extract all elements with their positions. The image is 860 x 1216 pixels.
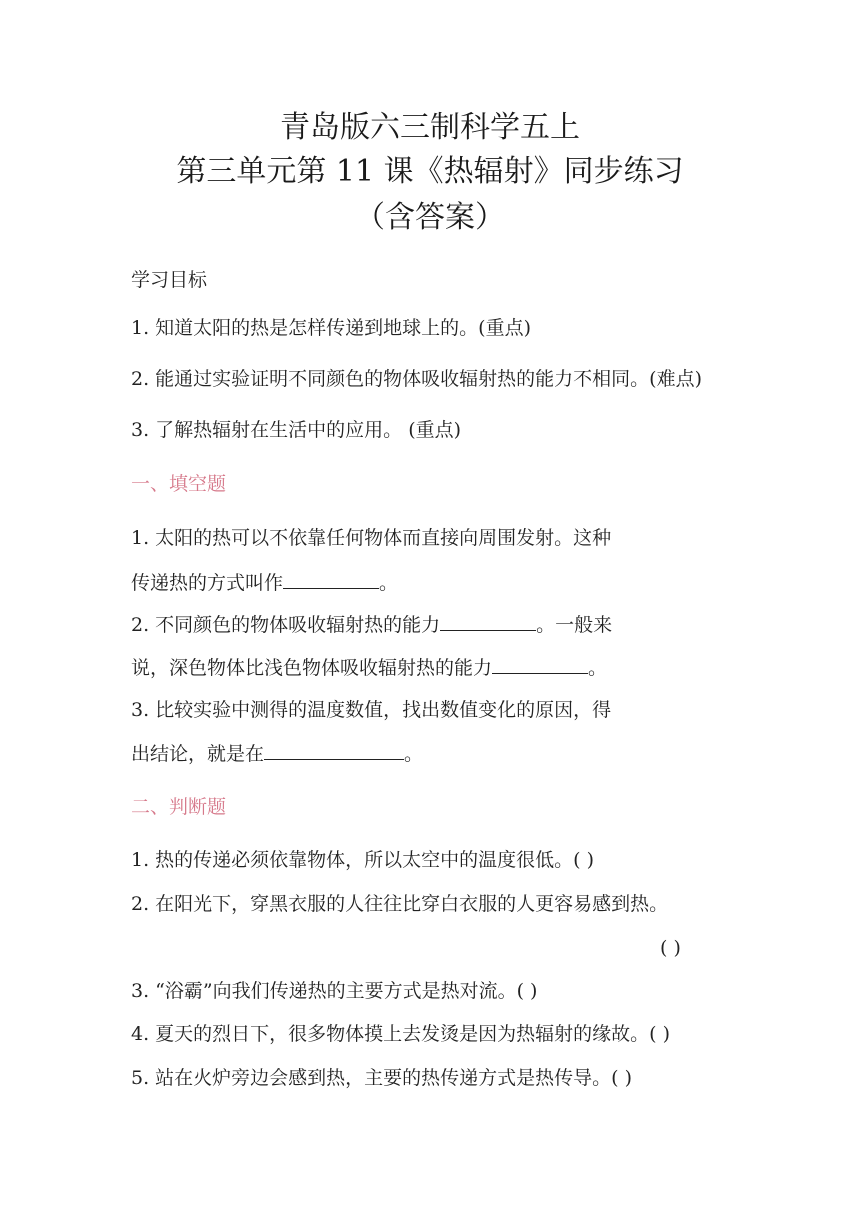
judge-question-3: 3. “浴霸”向我们传递热的主要方式是热对流。( ): [131, 980, 538, 1002]
objectives-heading: 学习目标: [131, 269, 208, 291]
answer-blank[interactable]: [440, 610, 536, 631]
judge-question-2: 2. 在阳光下，穿黑衣服的人往往比穿白衣服的人更容易感到热。: [131, 893, 669, 915]
answer-blank[interactable]: [283, 568, 379, 589]
answer-blank[interactable]: [492, 653, 588, 674]
fill-question-1-line-2: 传递热的方式叫作 。: [131, 568, 398, 597]
fill-question-2-line-2: 说，深色物体比浅色物体吸收辐射热的能力 。: [131, 653, 607, 682]
true-false-heading: 二、判断题: [131, 796, 227, 818]
title-line-2: 第三单元第 11 课《热辐射》同步练习: [176, 154, 684, 189]
objective-item: 3. 了解热辐射在生活中的应用。 (重点): [131, 419, 462, 441]
objective-item: 2. 能通过实验证明不同颜色的物体吸收辐射热的能力不相同。(难点): [131, 368, 702, 390]
judge-question-1: 1. 热的传递必须依靠物体，所以太空中的温度很低。( ): [131, 849, 595, 871]
fill-question-2-line-1: 2. 不同颜色的物体吸收辐射热的能力 。一般来: [131, 610, 612, 639]
fill-question-1-line-1: 1. 太阳的热可以不依靠任何物体而直接向周围发射。这种: [131, 527, 612, 549]
fill-in-heading: 一、填空题: [131, 473, 227, 495]
fill-question-3-line-2: 出结论，就是在 。: [131, 739, 423, 768]
fill-question-3-line-1: 3. 比较实验中测得的温度数值，找出数值变化的原因，得: [131, 699, 612, 721]
title-line-3: （含答案）: [355, 200, 505, 235]
title-line-1: 青岛版六三制科学五上: [280, 110, 580, 145]
objective-item: 1. 知道太阳的热是怎样传递到地球上的。(重点): [131, 317, 531, 339]
judge-question-4: 4. 夏天的烈日下，很多物体摸上去发烫是因为热辐射的缘故。( ): [131, 1023, 671, 1045]
answer-blank[interactable]: [264, 739, 404, 760]
judge-question-5: 5. 站在火炉旁边会感到热，主要的热传递方式是热传导。( ): [131, 1067, 633, 1089]
judge-question-2-answer-paren: ( ): [660, 937, 681, 959]
